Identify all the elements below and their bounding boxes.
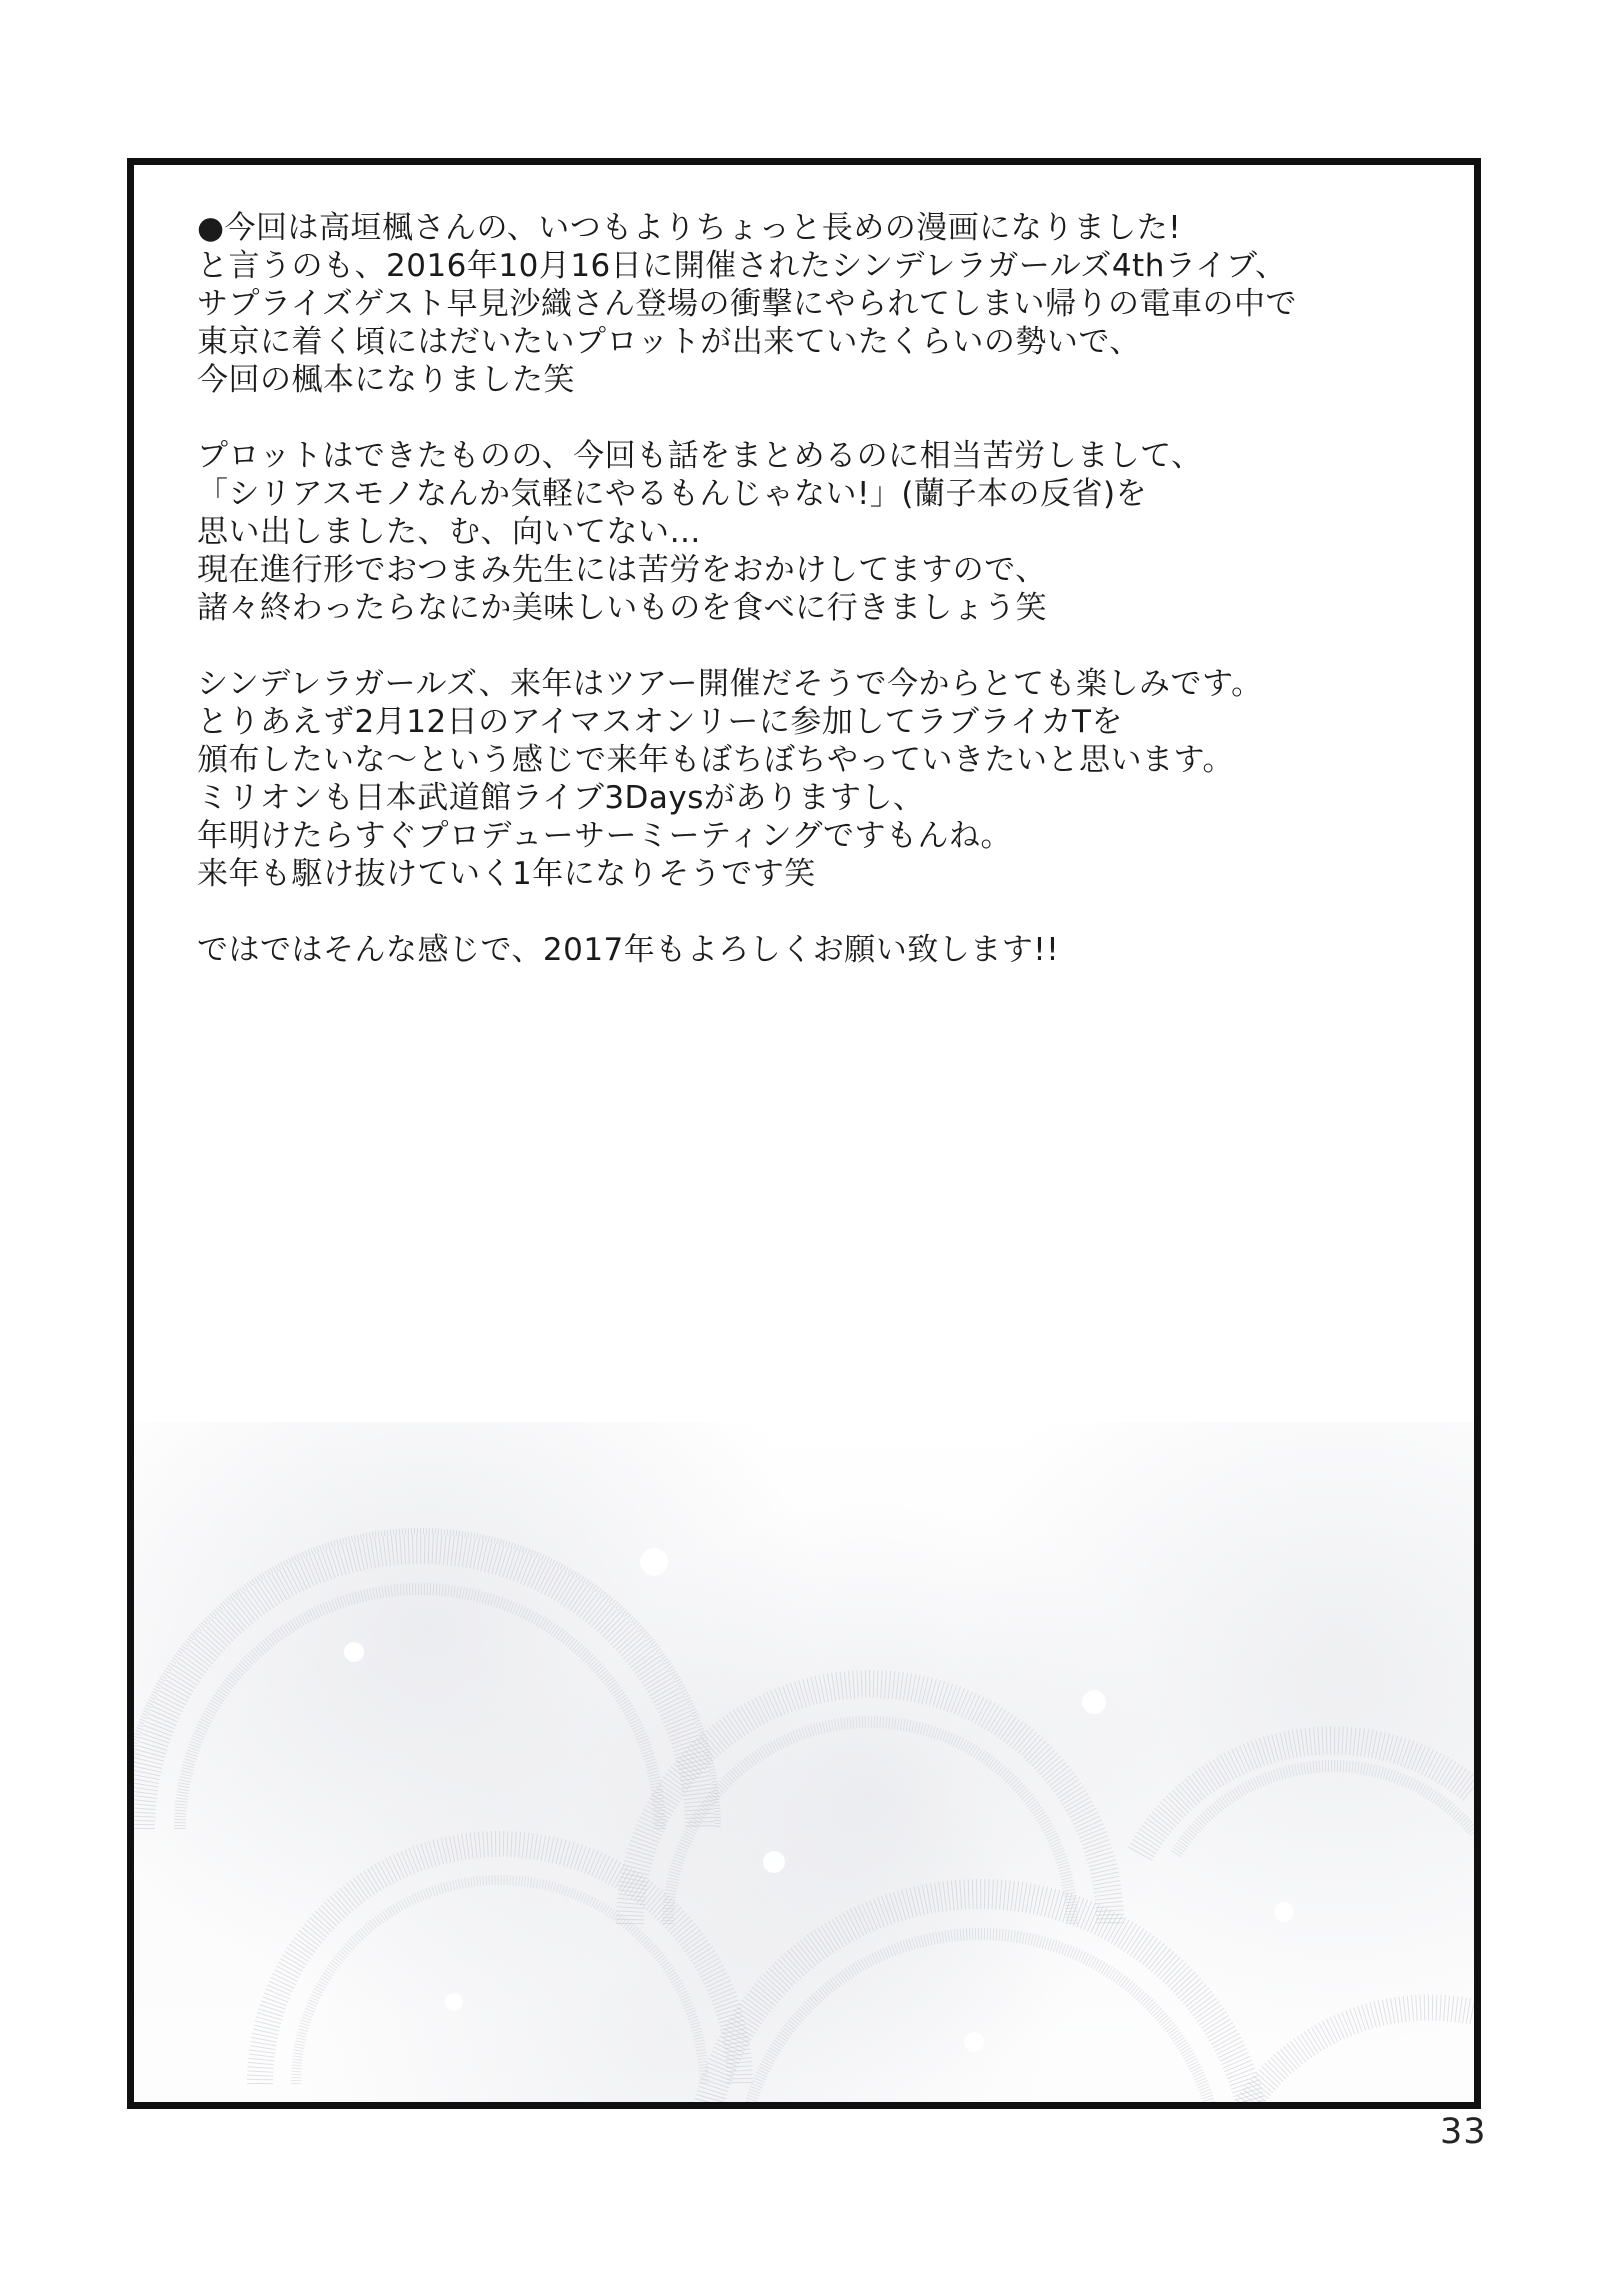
afterword-line: 今回の楓本になりました笑 <box>197 362 575 398</box>
afterword-paragraph <box>197 931 1427 969</box>
lace-pattern-background <box>134 1422 1474 2102</box>
afterword-line: 東京に着く頃にはだいたいプロットが出来ていたくらいの勢いで、 <box>197 324 1141 360</box>
afterword-line: プロットはできたものの、今回も話をまとめるのに相当苦労しまして、 <box>197 438 1203 474</box>
afterword-line: ではではそんな感じで、2017年もよろしくお願い致します!! <box>197 932 1060 968</box>
page-number: 33 <box>1440 2112 1487 2152</box>
afterword-paragraph <box>197 437 1427 627</box>
afterword-line: 現在進行形でおつまみ先生には苦労をおかけしてますので、 <box>197 552 1047 588</box>
afterword-line: 思い出しました、む、向いてない… <box>197 514 701 550</box>
afterword-line: シンデレラガールズ、来年はツアー開催だそうで今からとても楽しみです。 <box>197 666 1263 702</box>
afterword-line: と言うのも、2016年10月16日に開催されたシンデレラガールズ4thライブ、 <box>197 248 1287 284</box>
afterword-line: ミリオンも日本武道館ライブ3Daysがありますし、 <box>197 780 925 816</box>
afterword-line: 来年も駆け抜けていく1年になりそうです笑 <box>197 856 816 892</box>
afterword-line: とりあえず2月12日のアイマスオンリーに参加してラブライカTを <box>197 704 1123 740</box>
afterword-line: 諸々終わったらなにか美味しいものを食べに行きましょう笑 <box>197 590 1048 626</box>
page-border-frame <box>127 158 1481 2109</box>
afterword-line: サプライズゲスト早見沙織さん登場の衝撃にやられてしまい帰りの電車の中で <box>197 286 1298 322</box>
afterword-line: 年明けたらすぐプロデューサーミーティングですもんね。 <box>197 818 1012 854</box>
afterword-line: ●今回は高垣楓さんの、いつもよりちょっと長めの漫画になりました! <box>197 210 1182 246</box>
afterword-text <box>197 209 1427 969</box>
afterword-paragraph <box>197 209 1427 399</box>
afterword-line: 頒布したいな〜という感じで来年もぼちぼちやっていきたいと思います。 <box>197 742 1235 778</box>
afterword-line: 「シリアスモノなんか気軽にやるもんじゃない!」(蘭子本の反省)を <box>197 476 1148 512</box>
afterword-paragraph <box>197 665 1427 893</box>
lace-pattern <box>134 1442 1474 2102</box>
